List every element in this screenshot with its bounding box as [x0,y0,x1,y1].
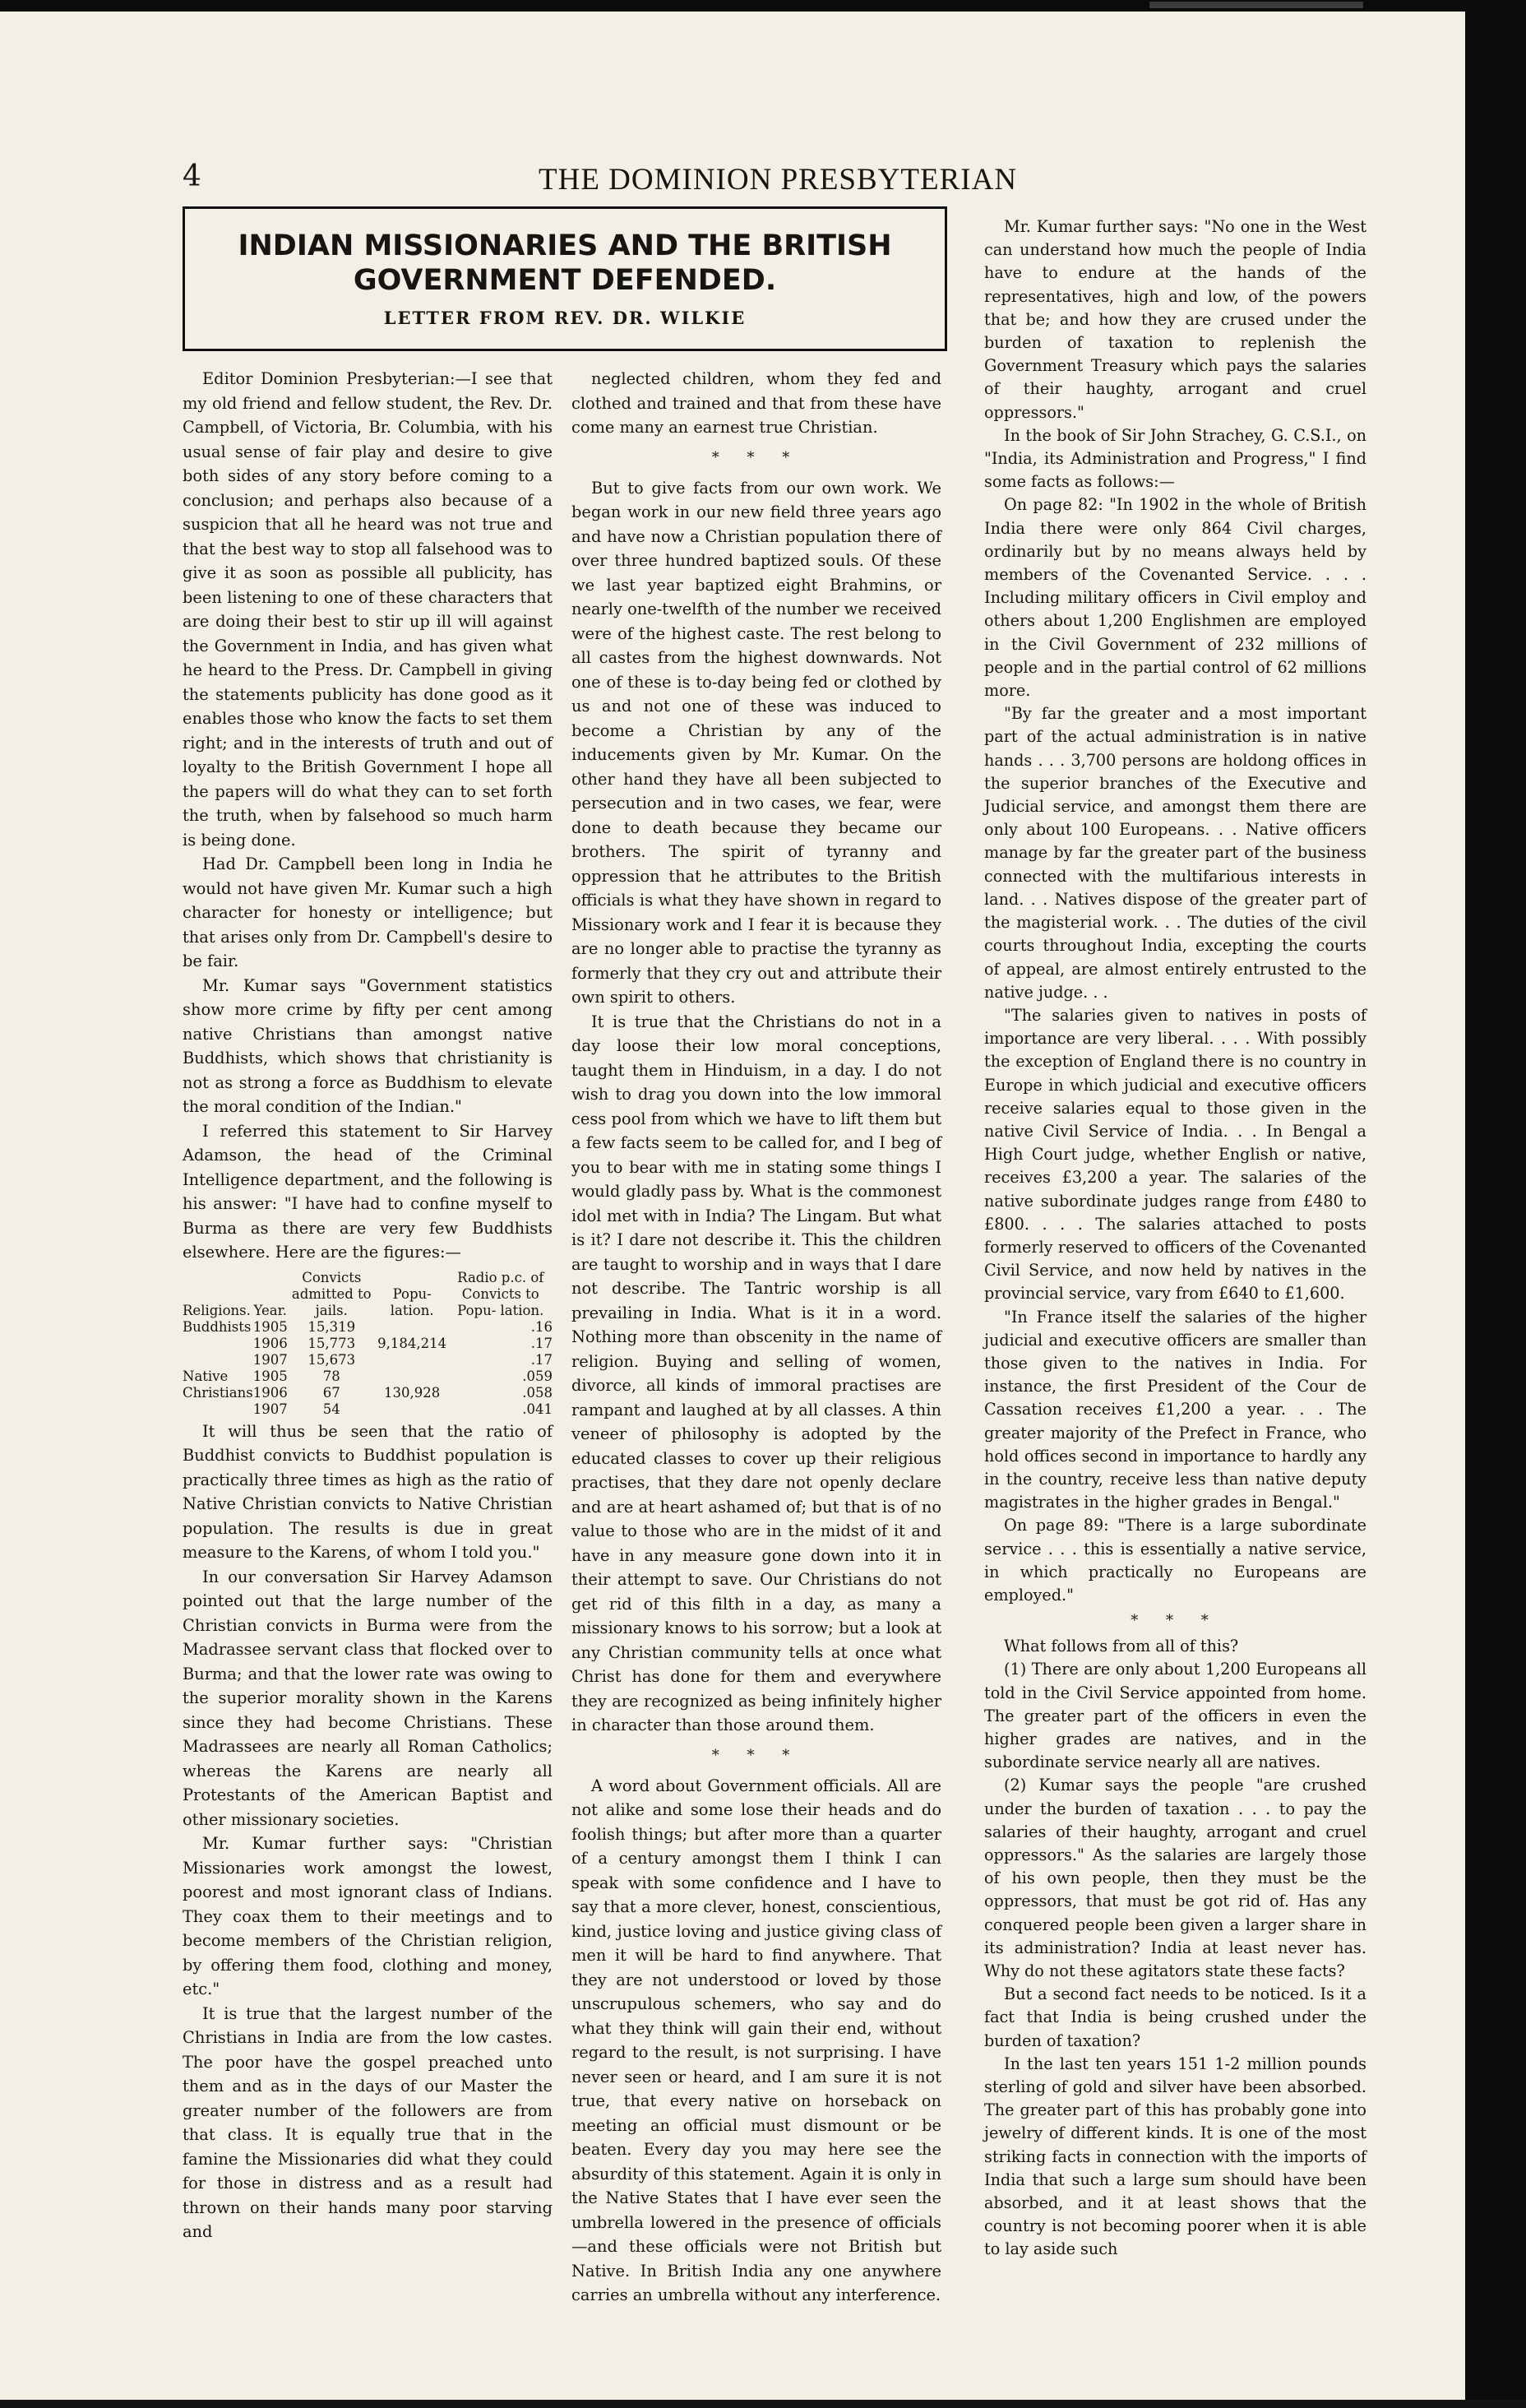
table-cell: 1907 [252,1351,288,1368]
paragraph: Mr. Kumar further says: "No one in the West can understand how much the people of India have to endure at the hands of the representatives, high and low, of the powers that be; and how they are crused under the burden of taxation to replenish the Government Treasury which pays the salaries of their haughty, arrogant and cruel oppressors." [984,217,1366,422]
table-cell: 1905 [252,1318,288,1335]
table-cell: 1905 [252,1368,288,1384]
table-header-cell: Year. [253,1302,287,1318]
article-column-3 [984,215,1366,2262]
table-cell: .17 [530,1335,553,1351]
paragraph: Had Dr. Campbell been long in India he would not have given Mr. Kumar such a high character for honesty or intelligence; but that arises only from Dr. Campbell's desire to be fair. [183,854,553,970]
paragraph: neglected children, whom they fed and clothed and trained and that from these have come many an earnest true Christian. [571,369,941,437]
table-cell [376,1352,449,1368]
paragraph: In the last ten years 151 1-2 million pounds sterling of gold and silver have been absorbed. The greater part of this has probably gone into jewelry of different kinds. It is one of the most striking facts in connection with the imports of India that such a large sum should have been absorbed, and it at least shows that the country is not becoming poorer when it is able to lay aside such [984,2054,1366,2259]
table-header-cell: Convicts admitted to jails. [291,1269,372,1318]
table-cell: .059 [522,1368,553,1384]
paragraph: In the book of Sir John Strachey, G. C.S.I., on "India, its Administration and Progress," I find some facts as follows:— [984,425,1366,492]
article-column-1 [183,367,553,2244]
paragraph: It will thus be seen that the ratio of Buddhist convicts to Buddhist population is practically three times as high as the ratio of Native Christian convicts to Native Christian population. The results is due in great measure to the Karens, of whom I told you." [183,1421,553,1562]
table-cell: .16 [530,1318,553,1335]
scan-border-bottom [0,2400,1526,2408]
table-cell [183,1401,253,1418]
table-cell: .17 [530,1351,553,1368]
table-cell: 1906 [252,1335,288,1351]
table-cell: 15,673 [308,1351,356,1368]
paragraph: It is true that the largest number of the Christians in India are from the low castes. The poor have the gospel preached unto them and as in the days of our Master the greater number of the followers are from that class. It is equally true that in the famine the Missionaries did what they could for those in distress and as a result had thrown on their hands many poor starving and [183,2003,553,2241]
paragraph: "In France itself the salaries of the higher judicial and executive officers are smaller than those given to the natives in India. For instance, the first President of the Cour de Cassation receives £1,200 a year. . . The greater majority of the Prefect in France, who hold offices second in importance to hardly any in the country, receive less than native deputy magistrates in the higher grades in Bengal." [984,1307,1366,1512]
table-cell [376,1319,449,1336]
paragraph: "By far the greater and a most important part of the actual administration is in native hands . . . 3,700 persons are holdong offices in the superior branches of the Executive and Judicial service, and amongst them there are only about 100 Europeans. . . Native officers manage by far the greater part of the business connected with the multifarious interests in land. . . Natives dispose of the greater part of the magisterial work. . . The duties of the civil courts throughout India, excepting the courts of appeal, are almost entirely entrusted to the native judge. . . [984,704,1366,1002]
table-cell: Buddhists [183,1318,252,1335]
paragraph: I referred this statement to Sir Harvey Adamson, the head of the Criminal Intelligence department, and the following is his answer: "I have had to confine myself to Burma as there are very few Buddhists elsewhere. Here are the figures:— [183,1121,553,1262]
section-divider: * * * [1131,1612,1220,1630]
table-cell: 130,928 [384,1384,441,1401]
table-cell: 1907 [252,1401,288,1417]
table-cell: 15,773 [308,1335,356,1351]
paragraph: Mr. Kumar further says: "Christian Missionaries work amongst the lowest, poorest and most ignorant class of Indians. They coax them to their meetings and to become members of the Christian religion, by offering them food, clothing and money, etc." [183,1834,553,1998]
paragraph: Editor Dominion Presbyterian:—I see that my old friend and fellow student, the Rev. Dr. Campbell, of Victoria, Br. Columbia, with his usual sense of fair play and desire to give both sides of any story before coming to a conclusion; and perhaps also because of a suspicion that all he heard was not true and that the best way to stop all falsehood was to give it as soon as possible all publicity, has been listening to one of these characters that are doing their best to stir up ill will against the Government in India, and has given what he heard to the Press. Dr. Campbell in giving the statements publicity has done good as it enables those who know the facts to set them right; and in the interests of truth and out of loyalty to the British Government I hope all the papers will do what they can to set forth the truth, when by falsehood so much harm is being done. [183,369,553,850]
table-cell [376,1401,449,1418]
table-cell: Native [183,1368,229,1384]
table-row [183,1385,553,1401]
table-cell: Christians [183,1384,253,1401]
headline-box [183,206,947,351]
headline-line-2: GOVERNMENT DEFENDED. [353,264,777,297]
convicts-table [183,1270,553,1418]
paragraph: But a second fact needs to be noticed. Is it a fact that India is being crushed under the burden of taxation? [984,1984,1366,2050]
table-cell: 54 [322,1401,340,1417]
paragraph: But to give facts from our own work. We began work in our new field three years ago and have now a Christian population there of over three hundred baptized souls. Of these we last year baptized eight Brahmins, or nearly one-twelfth of the number we received were of the highest caste. The rest belong to all castes from the highest downwards. Not one of these is to-day being fed or clothed by us and not one of these was induced to become a Christian by any of the inducements given by Mr. Kumar. On the other hand they have all been subjected to persecution and in two cases, we fear, were done to death because they became our brothers. The spirit of tyranny and oppression that he attributes to the British officials is what they have shown in regard to Missionary work and I fear it is because they are no longer able to practise the tyranny as formerly that they cry out and attribute their own spirit to others. [571,478,941,1007]
paragraph: Mr. Kumar says "Government statistics show more crime by fifty per cent among native Christians than amongst native Buddhists, which shows that christianity is not as strong a force as Buddhism to elevate the moral condition of the Indian." [183,975,553,1116]
article-column-2 [571,367,941,2308]
section-divider: * * * [711,1746,802,1764]
table-cell: 1906 [252,1384,288,1401]
table-row [183,1368,553,1385]
table-cell [183,1352,253,1368]
table-row [183,1336,553,1352]
scan-artifact [1149,2,1363,8]
table-cell: 9,184,214 [377,1335,447,1351]
table-header-cell: Radio p.c. of Convicts to Popu- lation. [457,1269,544,1318]
paragraph: It is true that the Christians do not in a day loose their low moral conceptions, taught them in Hinduism, in a day. I do not wish to drag you down into the low immoral cess pool from which we have to lift them but a few facts seem to be called for, and I beg of you to bear with me in stating some things I would gladly pass by. What is the commonest idol met with in India? The Lingam. But what is it? I dare not describe it. This the children are taught to worship and in ways that I dare not describe. The Tantric worship is all prevailing in India. What is it in a word. Nothing more than obscenity in the name of religion. Buying and selling of women, divorce, all kinds of immoral practises are rampant and laughed at by all classes. A thin veneer of philosophy is adopted by the educated classes to cover up their religious practises, that they dare not openly declare and are at heart ashamed of; but that is of no value to those who are in the midst of it and have in any measure gone down into it in their attempt to save. Our Christians do not get rid of this filth in a day, as many a missionary knows to his sorrow; but a look at any Christian community tells at once what Christ has done for them and everywhere they are recognized as being infinitely higher in character than those around them. [571,1012,941,1734]
paragraph: "The salaries given to natives in posts of importance are very liberal. . . . With possibly the exception of England there is no country in Europe in which judicial and executive officers receive salaries equal to those given in the native Civil Service of India. . . In Bengal a High Court judge, whether English or native, receives £3,200 a year. The salaries of the native subordinate judges range from £480 to £800. . . . The salaries attached to posts formerly reserved to officers of the Covenanted Civil Service, and now held by natives in the provincial service, vary from £640 to £1,600. [984,1005,1366,1304]
paragraph: A word about Government officials. All are not alike and some lose their heads and do foolish things; but after more than a quarter of a century amongst them I think I can speak with some confidence and I have to say that a more clever, honest, conscientious, kind, justice loving and justice giving class of men it will be hard to find anywhere. That they are not understood or loved by those unscrupulous schemers, who say and do what they think will gain their end, without regard to the result, is not surprising. I have never seen or heard, and I am sure it is not true, that every native on horseback on meeting an official must dismount or be beaten. Every day you may here see the absurdity of this statement. Again it is only in the Native States that I have ever seen the umbrella lowered in the presence of officials—and these officials were not British but Native. In British India any one anywhere carries an umbrella without any interference. [571,1776,941,2304]
table-row [183,1319,553,1336]
paragraph: (1) There are only about 1,200 Europeans all told in the Civil Service appointed from home. The greater part of the officers in even the higher grades are natives, and in the subordinate service nearly all are natives. [984,1660,1366,1772]
section-divider: * * * [711,448,802,466]
table-header-row [183,1270,553,1319]
table-header-cell: Popu- lation. [390,1285,434,1318]
table-row [183,1352,553,1368]
page-number: 4 [183,160,201,193]
paragraph: (2) Kumar says the people "are crushed under the burden of taxation . . . to pay the salaries of their haughty, arrogant and cruel oppressors." As the salaries are largely those of his own people, then they must be the oppressors, that must be got rid of. Has any conquered people been given a larger share in its administration? India at least never has. Why do not these agitators state these facts? [984,1776,1366,1981]
table-row [183,1401,553,1418]
table-cell: 67 [322,1384,340,1401]
byline: LETTER FROM REV. DR. WILKIE [383,308,747,328]
paragraph: On page 82: "In 1902 in the whole of British India there were only 864 Civil charges, ordinarily but by no means always held by members of the Covenanted Service. . . . Including military officers in Civil employ and others about 1,200 Englishmen are employed in the Civil Government of 232 millions of people and in the partial control of 62 millions more. [984,495,1366,701]
table-cell: 78 [322,1368,340,1384]
table-cell [183,1336,253,1352]
scan-border-right [1465,0,1526,2408]
headline-line-1: INDIAN MISSIONARIES AND THE BRITISH [238,229,892,262]
table-header-cell: Religions. [183,1302,251,1318]
table-cell [376,1368,449,1385]
table-cell: .058 [522,1384,553,1401]
paragraph: In our conversation Sir Harvey Adamson pointed out that the large number of the Christian convicts in Burma were from the Madrassee servant class that flocked over to Burma; and that the lower rate was owing to the superior morality shown in the Karens since they had become Christians. These Madrassees are nearly all Roman Catholics; whereas the Karens are nearly all Protestants of the American Baptist and other missionary societies. [183,1567,553,1829]
table-cell: 15,319 [308,1318,356,1335]
paragraph: What follows from all of this? [1004,1637,1239,1656]
running-head: THE DOMINION PRESBYTERIAN [539,163,1018,197]
paragraph: On page 89: "There is a large subordinate service . . . this is essentially a native service, in which practically no Europeans are employed." [984,1516,1366,1605]
table-cell: .041 [522,1401,553,1417]
